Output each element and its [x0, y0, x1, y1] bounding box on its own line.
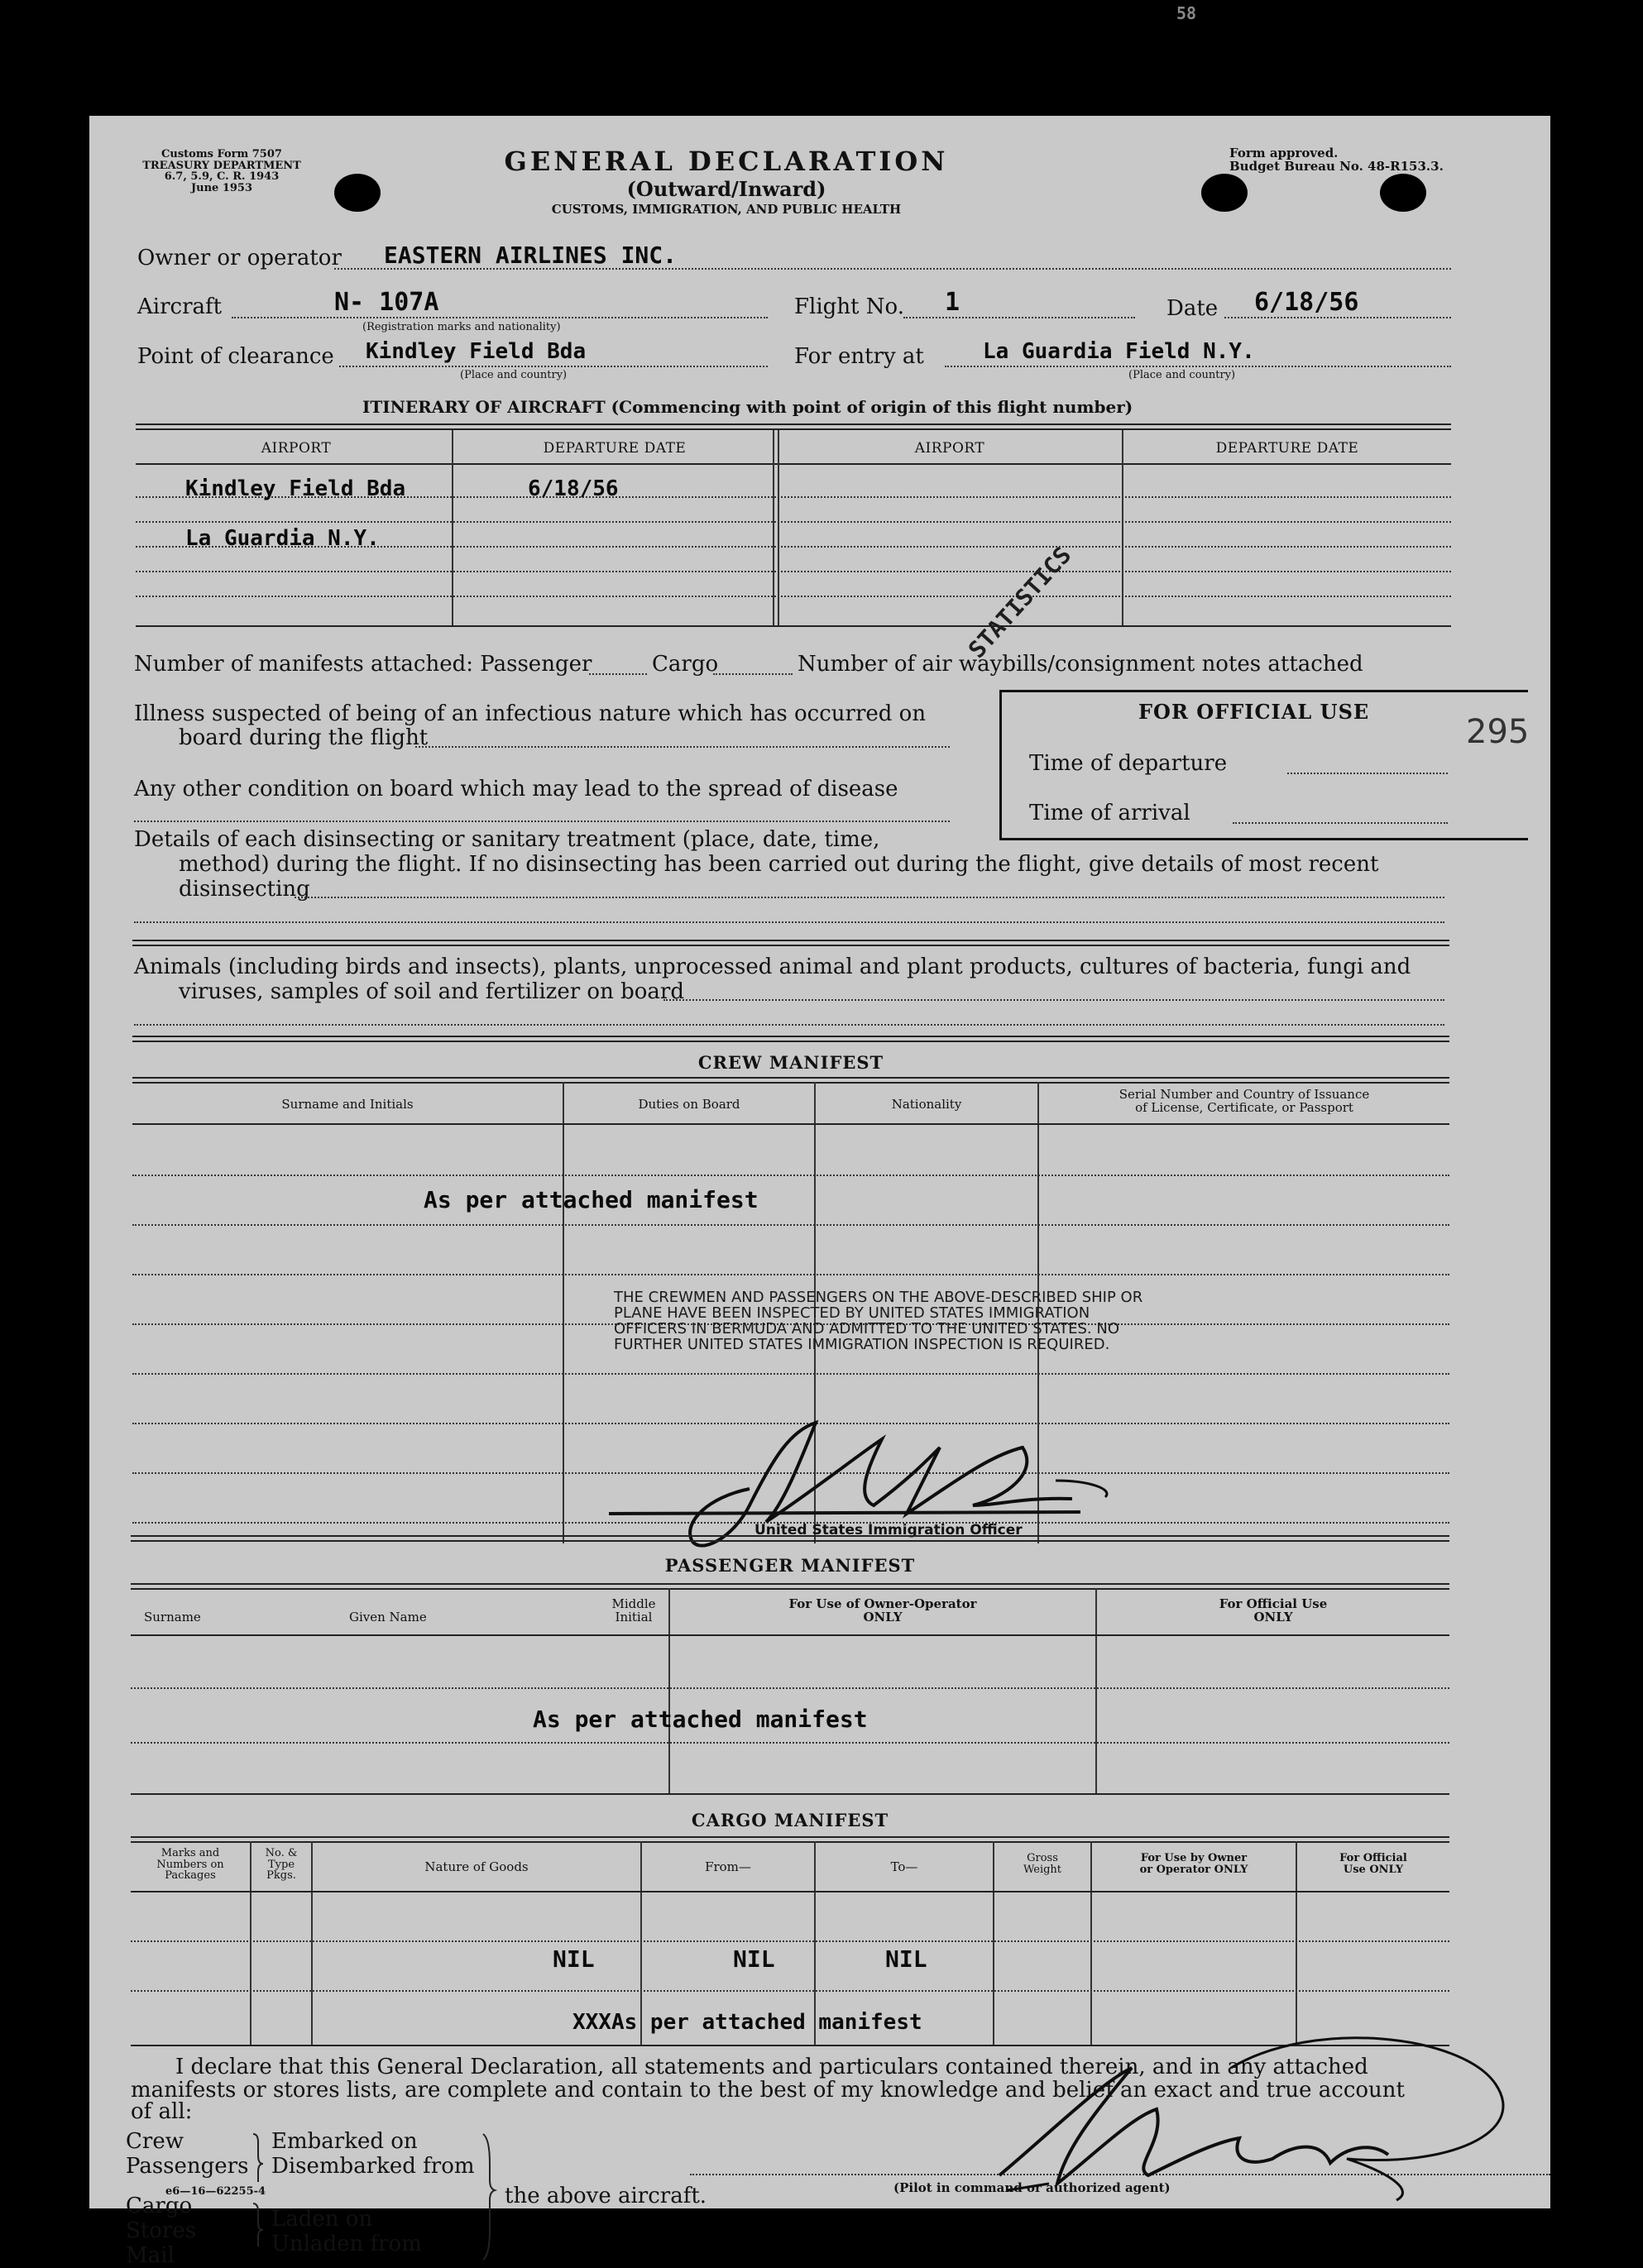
declaration-form	[89, 116, 1550, 2268]
print-code: e6—16—62255-4	[165, 2185, 266, 2198]
disinsect-line-1: Details of each disinsecting or sanitary treatment (place, date, time,	[134, 827, 880, 852]
cargo-typed-note: XXXAs per attached manifest	[572, 2010, 922, 2035]
cargo-header-owner: For Use by Owner or Operator ONLY	[1139, 1852, 1248, 1876]
official-number: 295	[1466, 713, 1530, 751]
crew-word: Crew	[126, 2129, 184, 2154]
cargo-header-goods: Nature of Goods	[424, 1859, 529, 1874]
punch-hole	[1380, 174, 1426, 212]
form-title: GENERAL DECLARATION	[504, 146, 949, 177]
clearance-note: (Place and country)	[460, 369, 568, 381]
crew-header-duties: Duties on Board	[638, 1097, 740, 1112]
condition-line: Any other condition on board which may lead to the spread of disease	[134, 777, 898, 801]
waybills-label: Number of air waybills/consignment notes attached	[798, 652, 1363, 677]
entry-value: La Guardia Field N.Y.	[983, 339, 1255, 364]
crew-header-serial: Serial Number and Country of Issuance of License, Certificate, or Passport	[1118, 1087, 1370, 1115]
date-label: Date	[1166, 296, 1219, 321]
crew-header-surname: Surname and Initials	[281, 1097, 414, 1112]
animals-line-1: Animals (including birds and insects), plants, unprocessed animal and plant products, cultures of bacteria, fungi and	[134, 955, 1411, 979]
illness-line-1: Illness suspected of being of an infectious nature which has occurred on	[134, 701, 927, 726]
clearance-value: Kindley Field Bda	[366, 339, 587, 364]
crew-typed-note: As per attached manifest	[424, 1186, 759, 1213]
entry-label: For entry at	[794, 344, 924, 369]
disinsect-line-3: disinsecting	[179, 877, 310, 902]
above-aircraft-text: the above aircraft.	[505, 2184, 707, 2208]
passenger-header-official: For Official Use ONLY	[1219, 1596, 1328, 1624]
official-arrival-label: Time of arrival	[1029, 801, 1190, 825]
manifests-cargo-label: Cargo	[652, 652, 719, 677]
aircraft-label: Aircraft	[137, 294, 223, 319]
date-value: 6/18/56	[1254, 288, 1359, 317]
itinerary-airport-1: Kindley Field Bda	[185, 476, 406, 501]
cargo-nil-goods: NIL	[553, 1945, 595, 1973]
form-subtitle: (Outward/Inward)	[626, 177, 826, 201]
cargo-header-to: To—	[890, 1859, 918, 1874]
cargo-nil-from: NIL	[733, 1945, 775, 1973]
passenger-header-owner: For Use of Owner-Operator ONLY	[788, 1596, 977, 1624]
official-use-title: FOR OFFICIAL USE	[1138, 700, 1370, 724]
owner-value: EASTERN AIRLINES INC.	[384, 242, 678, 269]
cargo-manifest-title: CARGO MANIFEST	[691, 1810, 889, 1830]
itinerary-header-date-2: DEPARTURE DATE	[1215, 440, 1359, 457]
cargo-header-official: For Official Use ONLY	[1339, 1852, 1407, 1876]
unladen-word: Unladen from	[271, 2232, 422, 2256]
laden-word: Laden on	[271, 2207, 373, 2232]
owner-label: Owner or operator	[137, 246, 342, 270]
passenger-typed-note: As per attached manifest	[533, 1706, 868, 1733]
official-departure-label: Time of departure	[1029, 751, 1228, 776]
itinerary-airport-2: La Guardia N.Y.	[185, 526, 380, 551]
passenger-manifest-title: PASSENGER MANIFEST	[664, 1555, 916, 1576]
stores-word: Stores	[126, 2218, 197, 2243]
form-info: Customs Form 7507 TREASURY DEPARTMENT 6.7, 5.9, C. R. 1943 June 1953	[142, 148, 301, 194]
aircraft-value: N- 107A	[334, 288, 439, 317]
flight-label: Flight No.	[794, 294, 904, 319]
itinerary-header-date: DEPARTURE DATE	[543, 440, 687, 457]
entry-note: (Place and country)	[1128, 369, 1236, 381]
mail-word: Mail	[126, 2243, 175, 2268]
cargo-word: Cargo	[126, 2194, 193, 2218]
approval-note: Form approved. Budget Bureau No. 48-R153.3.	[1229, 146, 1444, 174]
disembarked-word: Disembarked from	[271, 2154, 475, 2179]
manifests-passenger-label: Number of manifests attached: Passenger	[134, 652, 592, 677]
cargo-header-marks: Marks and Numbers on Packages	[156, 1847, 224, 1883]
cargo-nil-to: NIL	[885, 1945, 927, 1973]
declaration-line-2: manifests or stores lists, are complete and contain to the best of my knowledge and belief an exact and true account	[131, 2078, 1405, 2103]
cargo-header-from: From—	[705, 1859, 751, 1874]
flight-value: 1	[945, 288, 960, 317]
immigration-stamp: THE CREWMEN AND PASSENGERS ON THE ABOVE-DESCRIBED SHIP OR PLANE HAVE BEEN INSPECTED BY UNITED STATES IMMIGRATION OFFICERS IN BERMUDA AND ADMITTED TO THE UNITED STATES. NO FURTHER UNITED STATES IMMIGRATION INSPECTION IS REQUIRED.	[614, 1289, 1143, 1353]
clearance-label: Point of clearance	[137, 344, 334, 369]
punch-hole	[1201, 174, 1248, 212]
declaration-line-3: of all:	[131, 2099, 193, 2124]
punch-hole	[334, 174, 381, 212]
declaration-braces	[247, 2131, 511, 2263]
passenger-header-middle-initial: Middle Initial	[611, 1596, 656, 1624]
pilot-label: (Pilot in command or authorized agent)	[893, 2180, 1171, 2195]
disinsect-line-2: method) during the flight. If no disinsecting has been carried out during the flight, give details of most recent	[179, 852, 1379, 877]
form-subsubtitle: CUSTOMS, IMMIGRATION, AND PUBLIC HEALTH	[551, 202, 902, 217]
cargo-header-packages: No. & Type Pkgs.	[265, 1847, 298, 1883]
crew-header-nationality: Nationality	[891, 1097, 962, 1112]
itinerary-date-1: 6/18/56	[528, 476, 619, 501]
passengers-word: Passengers	[126, 2154, 249, 2179]
aircraft-note: (Registration marks and nationality)	[362, 321, 561, 333]
passenger-header-given-name: Given Name	[349, 1610, 427, 1624]
pilot-signature	[884, 2018, 1562, 2208]
embarked-word: Embarked on	[271, 2129, 418, 2154]
illness-line-2: board during the flight	[179, 725, 429, 750]
statistics-stamp: STATISTICS	[963, 541, 1077, 664]
passenger-header-surname: Surname	[144, 1610, 201, 1624]
declaration-line-1: I declare that this General Declaration, all statements and particulars contained therein, and in any attached	[175, 2055, 1368, 2079]
animals-line-2: viruses, samples of soil and fertilizer on board	[179, 979, 684, 1004]
cargo-header-weight: Gross Weight	[1023, 1852, 1062, 1876]
itinerary-header-airport-2: AIRPORT	[914, 440, 985, 457]
itinerary-title: ITINERARY OF AIRCRAFT (Commencing with point of origin of this flight number)	[362, 397, 1133, 417]
itinerary-header-airport: AIRPORT	[261, 440, 332, 457]
corner-mark: 58	[1176, 3, 1197, 23]
immigration-officer-label: United States Immigration Officer	[754, 1522, 1023, 1538]
crew-manifest-title: CREW MANIFEST	[697, 1052, 884, 1073]
